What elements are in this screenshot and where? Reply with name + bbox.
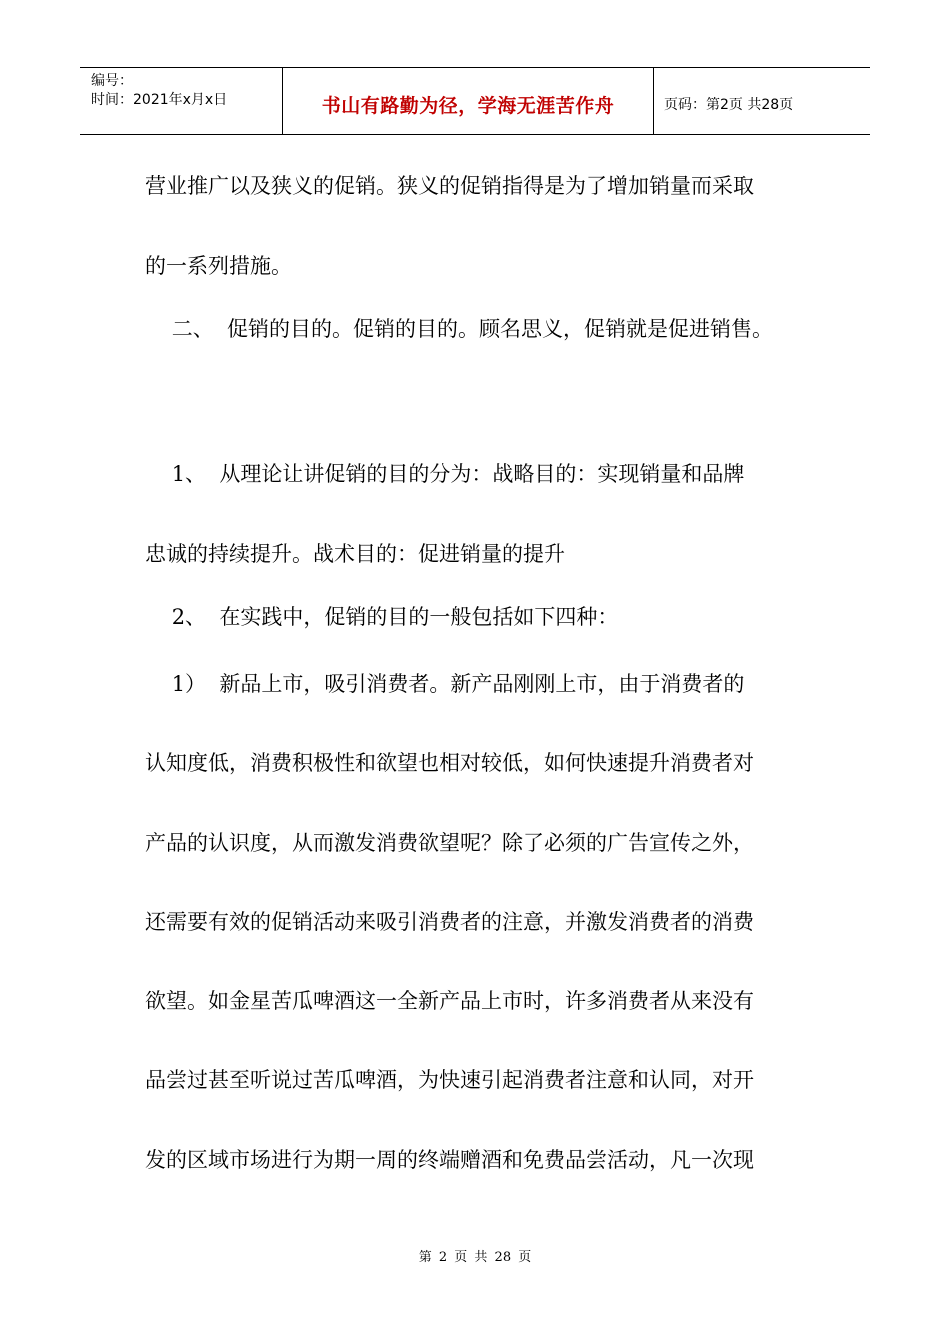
page-footer: 第 2 页 共 28 页 (418, 1250, 532, 1265)
header-page-cell (654, 68, 870, 134)
body-line: 发的区域市场进行为期一周的终端赠酒和免费品尝活动，凡一次现 (145, 1148, 754, 1172)
body-line: 忠诚的持续提升。战术目的：促进销量的提升 (145, 542, 565, 566)
body-line: 欲望。如金星苦瓜啤酒这一全新产品上市时，许多消费者从来没有 (145, 989, 754, 1013)
body-line: 产品的认识度，从而激发消费欲望呢？除了必须的广告宣传之外， (145, 831, 754, 855)
body-line: 2、 在实践中，促销的目的一般包括如下四种： (145, 605, 619, 629)
page-header (80, 67, 870, 135)
body-line: 还需要有效的促销活动来吸引消费者的注意，并激发消费者的消费 (145, 910, 754, 934)
document-date: 时间：2021年x月x日 (91, 92, 228, 108)
body-line: 1、 从理论让讲促销的目的分为：战略目的：实现销量和品牌 (145, 462, 745, 486)
header-meta-cell (80, 68, 283, 134)
body-line: 认知度低，消费积极性和欲望也相对较低，如何快速提升消费者对 (145, 751, 754, 775)
body-line: 品尝过甚至听说过苦瓜啤酒，为快速引起消费者注意和认同，对开 (145, 1068, 754, 1092)
body-line: 营业推广以及狭义的促销。狭义的促销指得是为了增加销量而采取 (145, 174, 754, 198)
body-line: 1） 新品上市，吸引消费者。新产品刚刚上市，由于消费者的 (145, 672, 745, 696)
document-number: 编号： (91, 73, 133, 89)
body-line: 的一系列措施。 (145, 254, 292, 278)
header-motto-cell (283, 68, 654, 134)
header-page-info: 页码：第2页 共28页 (664, 97, 794, 113)
section-heading: 二、 促销的目的。促销的目的。顾名思义，促销就是促进销售。 (145, 317, 774, 341)
header-motto: 书山有路勤为径，学海无涯苦作舟 (321, 94, 615, 117)
